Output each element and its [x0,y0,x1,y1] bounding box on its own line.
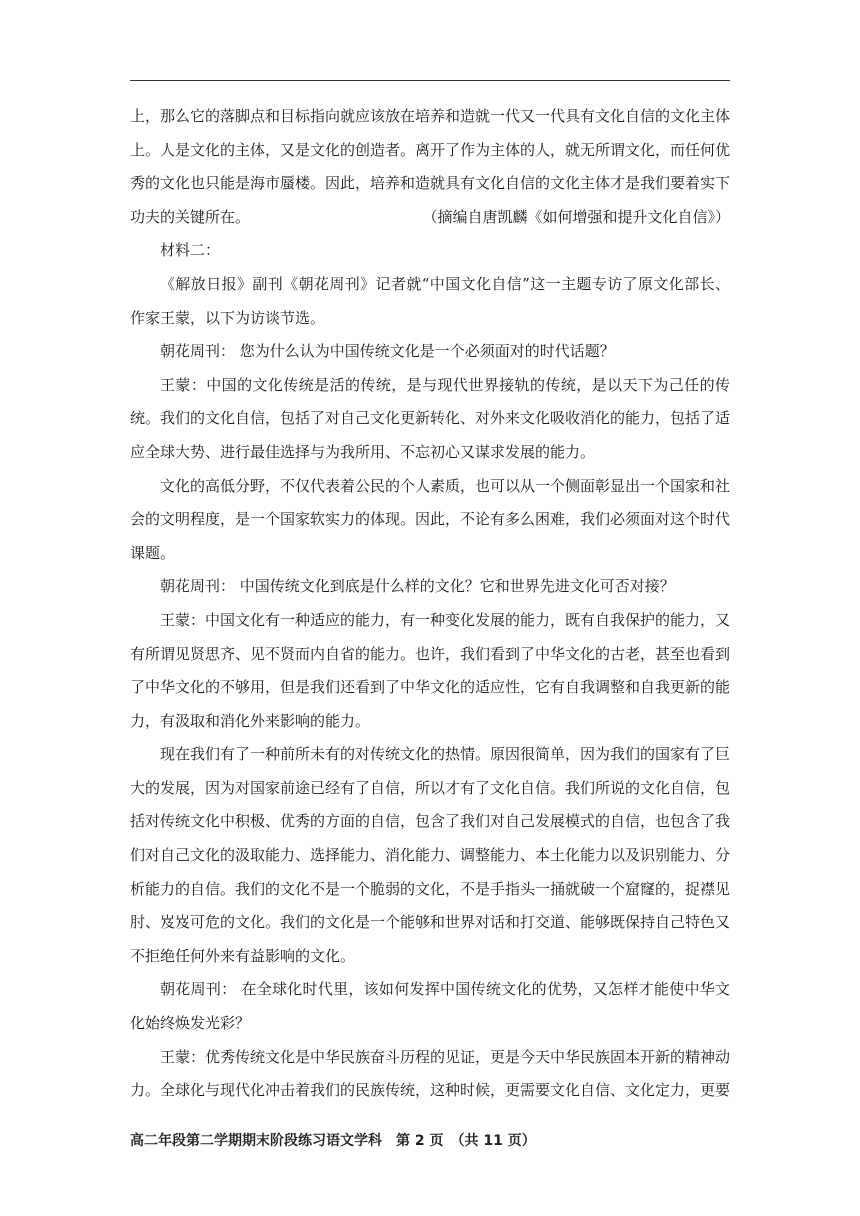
source-citation: （摘编自唐凯麟《如何增强和提升文化自信》） [422,207,730,226]
header-rule [130,80,730,81]
answer-1: 王蒙：中国的文化传统是活的传统，是与现代世界接轨的传统，是以天下为己任的传统。我们的文化自信，包括了对自己文化更新转化、对外来文化吸收消化的能力，包括了适应全球大势、进行最佳选择与为我所用、不忘初心又谋求发展的能力。 [130,375,731,461]
document-body [130,100,730,1108]
paragraph-intro: 《解放日报》副刊《朝花周刊》记者就“中国文化自信”这一主题专访了原文化部长、作家王蒙，以下为访谈节选。 [130,274,730,327]
answer-2: 王蒙：中国文化有一种适应的能力，有一种变化发展的能力，既有自我保护的能力，又有所谓见贤思齐、见不贤而内自省的能力。也许，我们看到了中华文化的古老，甚至也看到了中华文化的不够用，但是我们还看到了中华文化的适应性，它有自我调整和自我更新的能力，有汲取和消化外来影响的能力。 [130,610,731,730]
answer-2-cont: 现在我们有了一种前所未有的对传统文化的热情。原因很简单，因为我们的国家有了巨大的发展，因为对国家前途已经有了自信，所以才有了文化自信。我们所说的文化自信，包括对传统文化中积极、优秀的方面的自信，包含了我们对自己发展模式的自信，也包含了我们对自己文化的汲取能力、选择能力、消化能力、调整能力、本土化能力以及识别能力、分析能力的自信。我们的文化不是一个脆弱的文化，不是手指头一捅就破一个窟窿的，捉襟见肘、岌岌可危的文化。我们的文化是一个能够和世界对话和打交道、能够既保持自己特色又不拒绝任何外来有益影响的文化。 [130,745,731,965]
answer-1-cont: 文化的高低分野，不仅代表着公民的个人素质，也可以从一个侧面彰显出一个国家和社会的文明程度，是一个国家软实力的体现。因此，不论有多么困难，我们必须面对这个时代课题。 [130,476,731,562]
question-3: 朝花周刊： 在全球化时代里，该如何发挥中国传统文化的优势，又怎样才能使中华文化始终焕发光彩？ [130,980,730,1033]
source-line [130,201,730,235]
material-heading: 材料二： [160,241,221,260]
paragraph-continuation: 上，那么它的落脚点和目标指向就应该放在培养和造就一代又一代具有文化自信的文化主体上。人是文化的主体，又是文化的创造者。离开了作为主体的人，就无所谓文化，而任何优秀的文化也只能是海市蜃楼。因此，培养和造就具有文化自信的文化主体才是我们要着实下 [130,107,731,193]
page-footer: 高二年段第二学期期末阶段练习语文学科 第 2 页 （共 11 页） [130,1133,536,1149]
question-2: 朝花周刊： 中国传统文化到底是什么样的文化？它和世界先进文化可否对接？ [160,577,675,596]
question-1: 朝花周刊： 您为什么认为中国传统文化是一个必须面对的时代话题？ [160,342,615,361]
source-line-text: 功夫的关键所在。 [130,207,251,226]
answer-3: 王蒙：优秀传统文化是中华民族奋斗历程的见证，更是今天中华民族固本开新的精神动力。全球化与现代化冲击着我们的民族传统，这种时候，更需要文化自信、文化定力，更要 [130,1047,731,1100]
